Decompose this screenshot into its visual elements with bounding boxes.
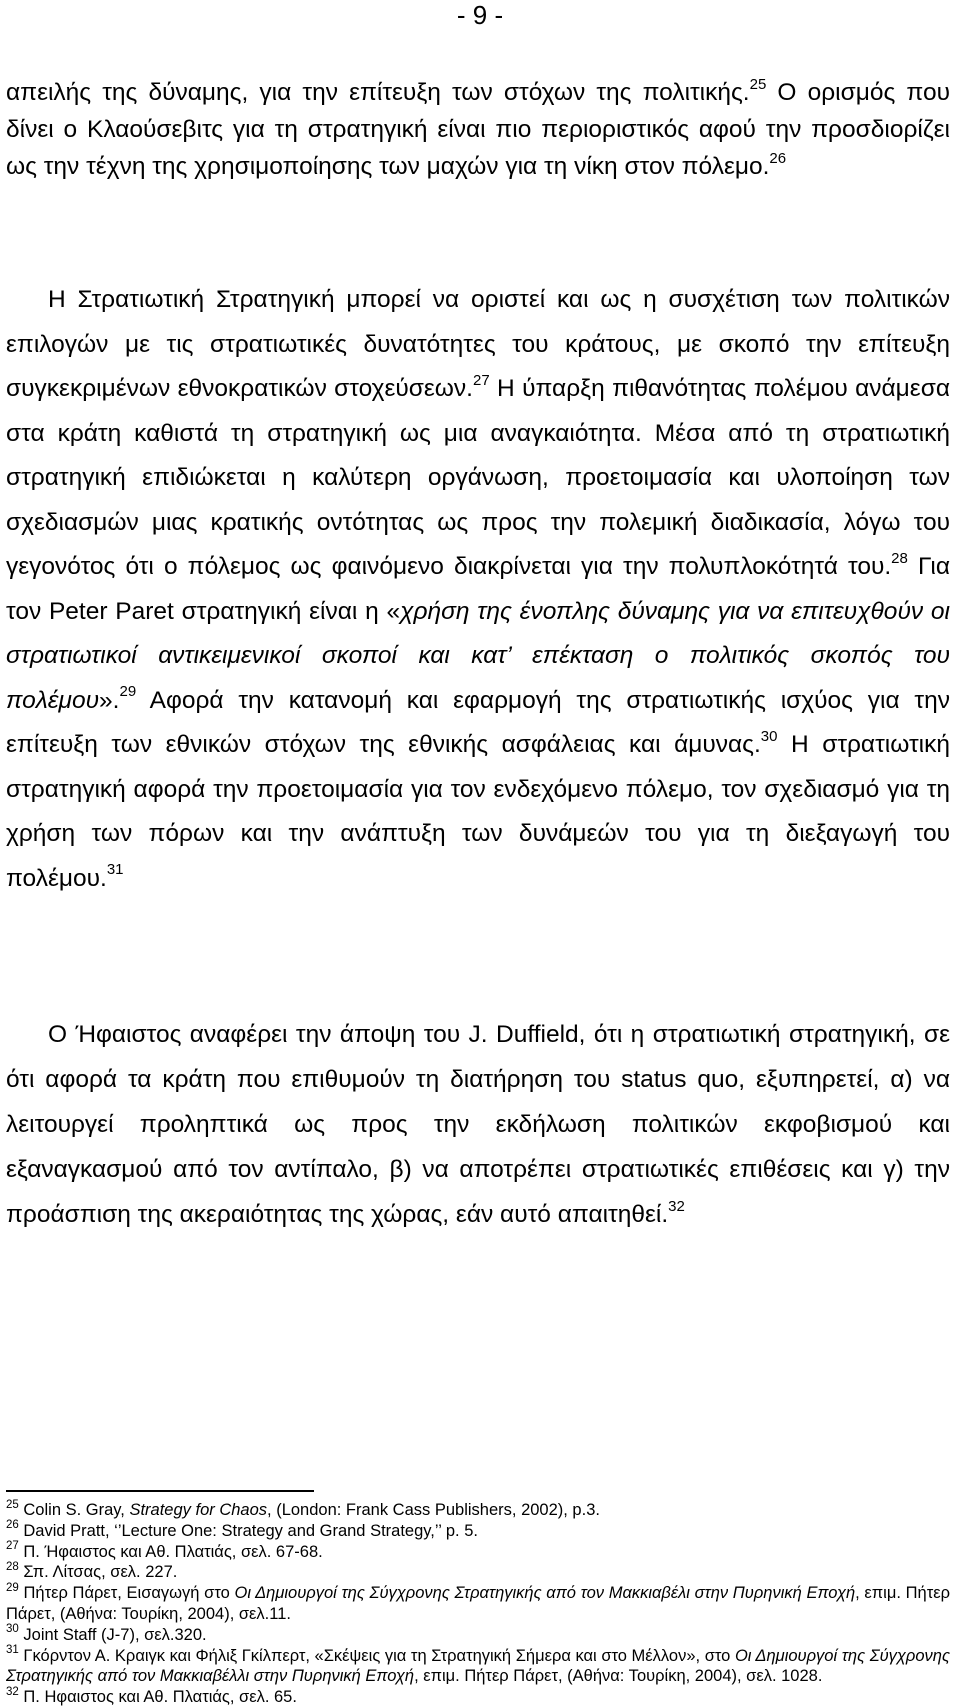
paragraph-text: Αφορά την κατανομή και εφαρμογή της στρατιωτικής ισχύος για την επίτευξη των εθνικών στόχων της εθνικής ασφάλειας και άμυνας. [6, 686, 950, 758]
footnote-number: 27 [6, 1540, 19, 1553]
paragraph-text: Η στρατιωτική στρατηγική αφορά την προετοιμασία για τον ενδεχόμενο πόλεμο, τον σχεδιασμό για τη χρήση των πόρων και την ανάπτυξη των δυνάμεών του για τη διεξαγωγή του πολέμου. [6, 731, 950, 892]
footnote-31 [6, 1646, 950, 1688]
paragraph-3 [6, 1012, 950, 1237]
paragraph-text: ». [99, 686, 120, 714]
footnote-title: Οι Δημιουργοί της Σύγχρονης Στρατηγικής από τον Μακκιαβέλι στην Πυρηνική Εποχή [234, 1584, 856, 1603]
footnote-text: Π. Ήφαιστος και Αθ. Πλατιάς, σελ. 67-68. [23, 1542, 323, 1561]
footnote-text: Γκόρντον Α. Κραιγκ και Φήλιξ Γκίλπερτ, «Σκέψεις για τη Στρατηγική Σήμερα και στο Μέλλον», στο [18, 1646, 735, 1665]
footnotes [6, 1500, 950, 1708]
paragraph-2 [6, 278, 950, 901]
paragraph-text: Η ύπαρξη πιθανότητας πολέμου ανάμεσα στα κράτη καθιστά τη στρατηγική ως μια αναγκαιότητα. Μέσα από τη στρατιωτική στρατηγική επιδιώκεται η καλύτερη οργάνωση, προετοιμασία και υλοποίηση των σχεδιασμών μιας κρατικής οντότητας ως προς την πολεμική διαδικασία, λόγω του γεγονότος ότι ο πόλεμος ως φαινόμενο διακρίνεται για την πολυπλοκότητά του. [6, 375, 950, 580]
paragraph-1 [6, 74, 950, 185]
footnote-ref[interactable]: 31 [106, 861, 124, 879]
footnote-ref[interactable]: 27 [473, 371, 490, 389]
footnote-30 [6, 1625, 950, 1646]
footnote-27 [6, 1542, 950, 1563]
footnote-ref[interactable]: 30 [760, 727, 778, 745]
paragraph-text: Ο ορισμός που δίνει ο Κλαούσεβιτς για τη στρατηγική είναι πιο περιοριστικός αφού την προσδιορίζει ως την τέχνη της χρησιμοποίησης των μαχών για τη νίκη στον πόλεμο. [6, 79, 951, 180]
footnote-ref[interactable]: 28 [891, 549, 908, 567]
footnote-number: 26 [6, 1519, 19, 1532]
footnote-number: 30 [6, 1623, 19, 1636]
footnote-ref[interactable]: 26 [769, 149, 787, 167]
footnote-text: , (London: Frank Cass Publishers, 2002), p.3. [267, 1501, 600, 1519]
footnote-ref[interactable]: 29 [119, 683, 137, 701]
footnote-text: Joint Staff (J-7), σελ.320. [23, 1625, 207, 1644]
footnote-text: Πήτερ Πάρετ, Εισαγωγή στο [23, 1584, 235, 1603]
footnote-number: 28 [6, 1560, 19, 1573]
footnote-28 [6, 1562, 950, 1583]
footnote-text: , επιμ. Πήτερ Πάρετ, (Αθήνα: Τουρίκη, 2004), σελ.11. [6, 1584, 950, 1623]
footnote-text: Colin S. Gray, [23, 1501, 130, 1519]
footnote-title: Strategy for Chaos [129, 1501, 268, 1519]
footnote-32 [6, 1687, 950, 1708]
paragraph-text: Ο Ήφαιστος αναφέρει την άποψη του J. Duffield, ότι η στρατιωτική στρατηγική, σε ότι αφορά τα κράτη που επιθυμούν τη διατήρηση του status quo, εξυπηρετεί, α) να λειτουργεί προληπτικά ως προς την εκδήλωση πολιτικών εκφοβισμού και εξαναγκασμού από τον αντίπαλο, β) να αποτρέπει στρατιωτικές επιθέσεις και γ) την προάσπιση της ακεραιότητας της χώρας, εάν αυτό απαιτηθεί. [6, 1021, 950, 1228]
footnote-number: 32 [6, 1685, 19, 1698]
footnote-25 [6, 1500, 950, 1521]
footnote-number: 25 [6, 1498, 19, 1511]
footnote-separator [6, 1490, 314, 1492]
quotation-italic: χρήση της ένοπλης δύναμης για να επιτευχθούν οι στρατιωτικοί αντικειμενικοί σκοποί και κατ’ επέκταση ο πολιτικός σκοπός του πολέμου [6, 597, 950, 714]
footnote-text: , επιμ. Πήτερ Πάρετ, (Αθήνα: Τουρίκη, 2004), σελ. 1028. [414, 1667, 823, 1686]
footnote-text: Σπ. Λίτσας, σελ. 227. [23, 1563, 178, 1582]
paragraph-text: Για τον Peter Paret στρατηγική είναι η « [6, 553, 950, 625]
footnote-ref[interactable]: 32 [668, 1197, 685, 1215]
footnote-ref[interactable]: 25 [749, 75, 767, 93]
page-number: - 9 - [456, 0, 504, 30]
footnote-29 [6, 1583, 950, 1625]
footnote-text: David Pratt, ‘’Lecture One: Strategy and Grand Strategy,’’ p. 5. [23, 1521, 478, 1540]
footnote-number: 29 [6, 1581, 19, 1594]
paragraph-text: απειλής της δύναμης, για την επίτευξη των στόχων της πολιτικής. [6, 79, 750, 106]
paragraph-text: Η Στρατιωτική Στρατηγική μπορεί να οριστεί και ως η συσχέτιση των πολιτικών επιλογών με τις στρατιωτικές δυνατότητες του κράτους, με σκοπό την επίτευξη συγκεκριμένων εθνοκρατικών στοχεύσεων. [6, 286, 950, 402]
footnote-text: Π. Ηφαιστος και Αθ. Πλατιάς, σελ. 65. [23, 1688, 297, 1707]
footnote-title: Οι Δημιουργοί της Σύγχρονης Στρατηγικής από τον Μακκιαβέλλι στην Πυρηνική Εποχή [6, 1646, 950, 1686]
footnote-number: 31 [6, 1644, 19, 1657]
footnote-26 [6, 1521, 950, 1542]
